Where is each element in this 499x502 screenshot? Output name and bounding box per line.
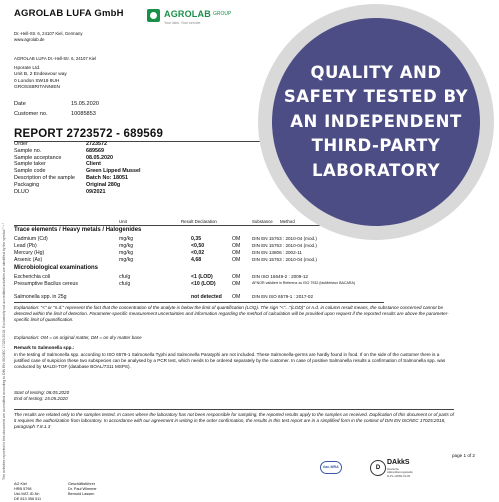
- recipient-line: Hporate Ltd.: [14, 66, 41, 71]
- section-trace-elements: Trace elements / Heavy metals / Halogenides: [14, 227, 142, 233]
- section-microbiology: Microbiological examinations: [14, 265, 99, 271]
- address-line: Dr.-Hell-Str. 6, 24107 Kiel, Germany: [14, 31, 83, 36]
- table-row: Escherichia coli cfu/g <1 (LOD) OM DIN ISO 16649-2 : 2009-12: [14, 274, 308, 280]
- dakks-name: DAkkS: [387, 459, 410, 466]
- table-row: Lead (Pb) mg/kg <0,50 OM DIN EN 15763 : 2010-04 (mod.): [14, 243, 317, 249]
- recipient-address: [14, 66, 67, 91]
- customer-label: Customer no.: [14, 111, 48, 117]
- recipient-line: GROSSBRITANNIEN: [14, 84, 61, 90]
- report-title: REPORT 2723572 - 689569: [14, 128, 164, 140]
- meta-row: Description of the sample Batch No: 18051: [14, 174, 128, 181]
- company-address: [14, 31, 83, 44]
- table-row: Presumptive Bacilus cereus cfu/g <10 (LOD) OM AFNOR validiert in Referenz zu ISO 7932 (bioMérieux BACARA): [14, 281, 356, 287]
- table-row: Cadmium (Cd) mg/kg 0,35 OM DIN EN 15763 : 2010-04 (mod.): [14, 236, 317, 242]
- dakks-subtitle: Deutsche Akkreditierungsstelle D-PL-14082-01-00: [387, 467, 413, 478]
- customer-value: 10085853: [71, 111, 96, 117]
- recipient-line: Unit B, 2 Endeavour way: [14, 72, 67, 78]
- meta-row: Sample no. 689569: [14, 147, 104, 154]
- recipient-line: 0 London SW19 8UH: [14, 78, 60, 84]
- agrolab-logo-icon: [147, 9, 160, 22]
- meta-row: Sample acceptance 08.05.2020: [14, 154, 113, 161]
- page-number: page 1 of 2: [452, 453, 475, 458]
- explanation-om-dm: Explanation: OM = on original matter, DM = on dry matter base: [14, 335, 142, 340]
- start-of-testing: Start of testing: 08.05.2020: [14, 390, 70, 395]
- dakks-seal: [370, 459, 440, 477]
- quality-badge-inner: [272, 18, 480, 226]
- meta-row: DLUO 09/2021: [14, 188, 106, 195]
- end-of-testing: End of testing: 15.05.2020: [14, 396, 68, 401]
- quality-badge-text: QUALITY AND SAFETY TESTED BY AN INDEPENDENT THIRD-PARTY LABORATORY: [283, 62, 469, 180]
- explanation-loq: Explanation: "<" or "n.d." represent the fact that the concentration of the analyte is below the limit of quantification (LOQ). The sign "<"..."(LOD)" or n.d. in column result means, the substance concerned cannot be detected within the limit of detection. Parameter-specific measurement uncertainties and information regarding the method of calculation will be provided upon request if the reported results are above the parameter-specific limit of quantification.: [14, 305, 449, 323]
- meta-row: Order 2723572: [14, 141, 107, 147]
- remark-title: Remark to Salmonella spp.:: [14, 345, 75, 350]
- meta-row: Sample taker Client: [14, 161, 101, 168]
- logo-group: GROUP: [213, 11, 232, 17]
- table-row: Salmonella spp. in 25g not detected OM DIN EN ISO 6579-1 : 2017-02: [14, 294, 314, 300]
- sender-line: AGROLAB LUFA Dr.-Hell-Str. 6, 24107 Kiel: [14, 56, 97, 61]
- agrolab-logo: [147, 7, 232, 29]
- meta-row: Sample code Green Lipped Mussel: [14, 168, 141, 175]
- logo-tagline: Your labs. Your service.: [164, 21, 202, 25]
- table-row: Arsenic (As) mg/kg 4,68 OM DIN EN 15763 : 2010-04 (mod.): [14, 257, 317, 263]
- accreditation-side-note: [2, 130, 10, 480]
- divider: [14, 409, 454, 410]
- date-value: 15.05.2020: [71, 101, 99, 107]
- ilac-mra-seal: ilac-MRA: [317, 459, 343, 477]
- company-name: AGROLAB LUFA GmbH: [14, 8, 124, 19]
- date-customer-block: [14, 99, 99, 119]
- logo-name: AGROLAB: [164, 9, 211, 19]
- meta-row: Packaging Original 280g: [14, 181, 121, 188]
- col-unit-header: Unit: [119, 219, 127, 224]
- side-note-text: The activities reported in this document are accredited according to DIN EN ISO/IEC 17025:2018. Exclusively not accredited activities are identified by the symbol " * ": [2, 222, 6, 480]
- remark-salmonella: In the testing of Salmonella spp. according to ISO 6579-1 Salmonella Typhi and Salmonella Paratyphi are not included. These Salmonella-germs are hardly found in food. If on the side of the customer there is a justified case of suspicion these two subspecies can be analysed by a PCR test, which needs to be ordered separately by the customer. In case of positive Salmonella results a confirmation of Salmonella spp. was conducted by MALDI-TOF (database BOAL/7311 MSPS).: [14, 352, 446, 370]
- date-label: Date: [14, 101, 26, 107]
- col-method-header: Method: [280, 219, 295, 224]
- sample-meta: [14, 141, 141, 195]
- table-row: Mercury (Hg) mg/kg <0,02 OM DIN EN 13806 : 2002-11: [14, 250, 302, 256]
- dakks-icon: D: [370, 460, 386, 476]
- website-link[interactable]: www.agrolab.de: [14, 37, 45, 43]
- footer-registration: AG Kiel HRB 5798 Ust./VAT-ID-Nr: DE 813 356 511: [14, 482, 42, 501]
- footer-management: Geschäftsführer Dr. Paul Wimmer Bernold Lassen: [68, 482, 97, 496]
- col-substance-header: Substance: [252, 219, 273, 224]
- disclaimer: The results are related only to the samples tested. In cases where the laboratory has not been responsible for sampling, the reported results apply to the samples as received. Duplication of this document or of parts of it requires the authorization from laboratory. In accordance with our agreement in writing in the order confirmation, the results in this test report are in a simplified form in the context of DIN EN ISO/IEC 17025:2018, paragraph 7.8.1.3: [14, 412, 454, 430]
- col-result-header: Result Declaration: [181, 219, 217, 224]
- divider: [14, 302, 384, 303]
- quality-badge: [258, 4, 494, 240]
